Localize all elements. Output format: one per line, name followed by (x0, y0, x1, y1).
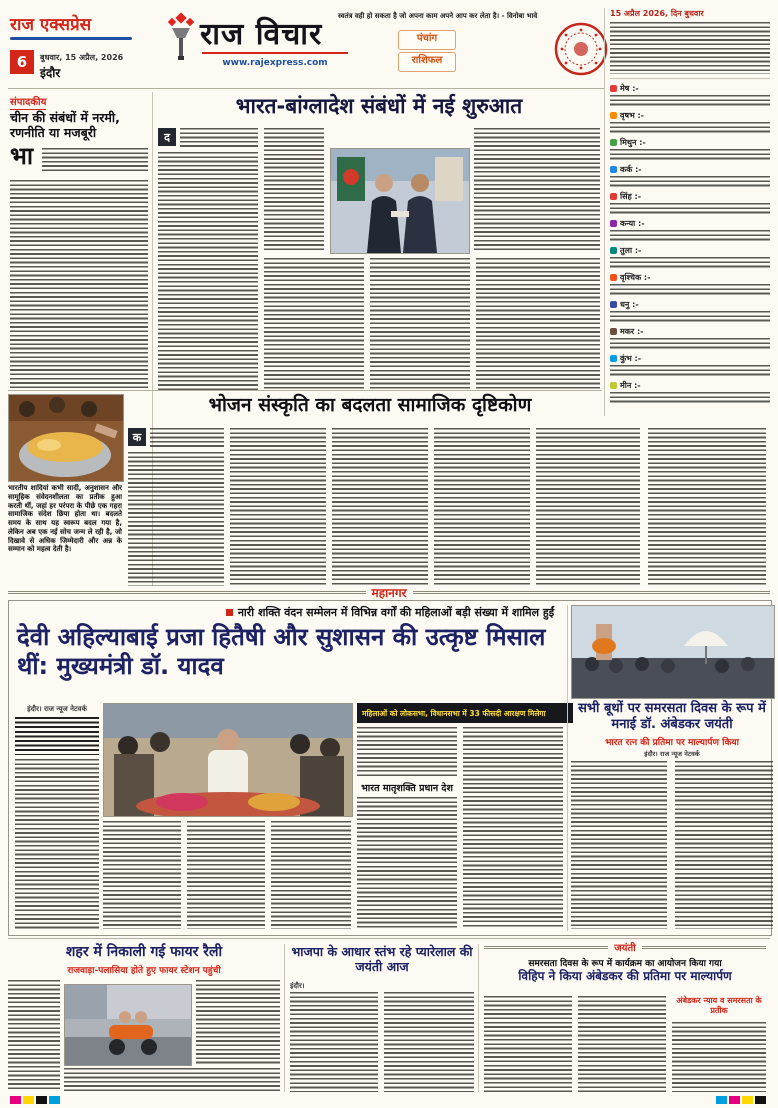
zodiac-sign-icon (610, 355, 617, 362)
brand-name: राज एक्सप्रेस (10, 15, 92, 35)
city-label: इंदौर (40, 66, 61, 80)
section-rule (8, 390, 602, 391)
vhp-body-text (484, 996, 572, 1092)
ambedkar-jayanti-photo (571, 605, 775, 699)
zodiac-item (610, 353, 770, 377)
zodiac-item-header (610, 380, 770, 391)
fire-body-text (196, 980, 280, 1064)
column-rule (478, 944, 479, 1092)
header-rule (8, 88, 604, 89)
mahanagar-strap-text: नारी शक्ति वंदन सम्मेलन में विभिन्न वर्गों की महिलाओं बड़ी संख्या में शामिल हुईं (237, 606, 555, 619)
editorial-body-text (42, 148, 148, 174)
jayanti-banner (484, 940, 766, 954)
mahanagar-crosshead: भारत मातृशक्ति प्रधान देश (361, 783, 453, 794)
booths-body-text (571, 761, 667, 929)
bullet-icon (226, 609, 233, 616)
lead-body-text (264, 258, 364, 390)
editorial-dropcap: भा (10, 142, 34, 170)
lead-dropcap: द (158, 128, 176, 146)
food-body-text (536, 428, 640, 586)
pyarelal-body-text (290, 992, 378, 1092)
pyarelal-byline: इंदौर। (290, 982, 305, 990)
zodiac-sign-icon (610, 382, 617, 389)
zodiac-item-header (610, 137, 770, 148)
lead-body-text (476, 258, 600, 390)
food-dropcap: क (128, 428, 146, 446)
food-highlight-text: भारतीय शादियां कभी सादी, अनुशासन और सामूहिक संवेदनशीलता का प्रतीक हुआ करती थीं, जहां हर परंपरा के पीछे एक गहरा सामाजिक संदेश छिपा होता था। बदलते समय के साथ यह स्वरूप बदल गया है, लेकिन अब एक नई सोच जन्म ले रही है, जो दिखावे से अधिक जिम्मेदारी और अन्न के सम्मान को महत्व देती है। (8, 484, 122, 554)
zodiac-item (610, 245, 770, 269)
torch-logo-icon (166, 6, 196, 64)
zodiac-item (610, 218, 770, 242)
mahanagar-body-text (463, 727, 563, 929)
mahanagar-body-text (15, 759, 99, 929)
zodiac-forecast-text (610, 365, 770, 377)
pyarelal-headline: भाजपा के आधार स्तंभ रहे प्यारेलाल की जयंती आज (291, 944, 473, 974)
zodiac-sign-name: कर्क :- (620, 165, 642, 174)
food-body-text (230, 428, 326, 586)
food-body-text (128, 452, 224, 586)
fire-subhead: राजवाड़ा-पलासिया होते हुए फायर स्टेशन पहुंची (67, 966, 221, 976)
vhp-crosshead: अंबेडकर न्याय व समरसता के प्रतीक (676, 996, 762, 1015)
zodiac-item (610, 83, 770, 107)
zodiac-item (610, 326, 770, 350)
rashifal-tag: राशिफल (398, 52, 456, 72)
zodiac-forecast-text (610, 392, 770, 404)
fire-body-text (8, 980, 60, 1092)
lead-body-text (370, 258, 470, 390)
zodiac-sign-icon (610, 85, 617, 92)
mahanagar-body-text (103, 821, 181, 929)
vhp-strap: समरसता दिवस के रूप में कार्यक्रम का आयोजन किया गया (528, 959, 722, 969)
editorial-body-text (10, 180, 148, 388)
mahanagar-body-text (357, 727, 457, 777)
fire-body-text (64, 1068, 280, 1092)
mahanagar-banner (8, 584, 770, 601)
pyarelal-body-text (384, 992, 474, 1092)
cmyk-registration-marks (716, 1096, 766, 1104)
banner-line (484, 946, 608, 949)
zodiac-forecast-text (610, 338, 770, 350)
date-line: बुधवार, 15 अप्रैल, 2026 (40, 53, 124, 62)
zodiac-forecast-text (610, 176, 770, 188)
lead-headline: भारत-बांग्लादेश संबंधों में नई शुरुआत (235, 94, 523, 118)
banner-line (642, 946, 766, 949)
mahanagar-body-text (357, 797, 457, 929)
fire-rally-photo (64, 984, 192, 1066)
zodiac-item-header (610, 353, 770, 364)
food-body-text (648, 428, 766, 586)
booths-subhead: भारत रत्न की प्रतिमा पर माल्यार्पण किया (605, 738, 739, 748)
masthead-quote: स्वतंत्र वही हो सकता है जो अपना काम अपने आप कर लेता है। - विनोबा भावे (338, 12, 538, 20)
zodiac-item (610, 137, 770, 161)
zodiac-item-header (610, 218, 770, 229)
zodiac-item (610, 164, 770, 188)
sidebar-divider (610, 78, 770, 79)
food-serving-photo (8, 394, 124, 482)
zodiac-item-header (610, 83, 770, 94)
zodiac-sign-icon (610, 193, 617, 200)
cm-event-photo (103, 703, 353, 817)
bottom-rule (8, 938, 770, 939)
zodiac-item (610, 191, 770, 215)
edition-title: राज विचार (200, 17, 323, 52)
zodiac-sign-name: मकर :- (620, 327, 644, 336)
booths-body-text (675, 761, 773, 929)
zodiac-sign-icon (610, 328, 617, 335)
zodiac-forecast-text (610, 203, 770, 215)
zodiac-item-header (610, 245, 770, 256)
food-headline: भोजन संस्कृति का बदलता सामाजिक दृष्टिकोण (208, 394, 532, 416)
website-link: www.rajexpress.com (222, 58, 328, 68)
editorial-label: संपादकीय (10, 94, 46, 110)
food-body-text (434, 428, 530, 586)
zodiac-forecast-text (610, 257, 770, 269)
mahanagar-body-text (187, 821, 265, 929)
zodiac-sign-name: मेष :- (620, 84, 639, 93)
zodiac-forecast-text (610, 149, 770, 161)
food-body-text (150, 428, 224, 448)
food-body-text (332, 428, 428, 586)
panchang-rashifal-sidebar (610, 8, 770, 416)
panchang-details-text (610, 22, 770, 74)
zodiac-item-header (610, 272, 770, 283)
zodiac-sign-name: धनु :- (620, 300, 639, 309)
zodiac-forecast-text (610, 284, 770, 296)
page-number-badge: 6 (10, 50, 34, 74)
zodiac-sign-name: तुला :- (620, 246, 642, 255)
zodiac-sign-icon (610, 301, 617, 308)
cmyk-registration-marks (10, 1096, 60, 1104)
brand-logo (10, 12, 144, 40)
zodiac-sign-icon (610, 166, 617, 173)
vhp-headline: विहिप ने किया अंबेडकर की प्रतिमा पर माल्यार्पण (518, 969, 732, 983)
zodiac-item-header (610, 326, 770, 337)
booths-headline: सभी बूथों पर समरसता दिवस के रूप में मनाई डॉ. अंबेडकर जयंती (578, 701, 766, 732)
fire-headline: शहर में निकाली गई फायर रैली (65, 944, 223, 960)
banner-line (8, 591, 366, 594)
cm-photo-caption: महिलाओं को लोकसभा, विधानसभा में 33 फीसदी आरक्षण मिलेगा (357, 703, 573, 723)
zodiac-forecast-text (610, 95, 770, 107)
zodiac-sign-icon (610, 247, 617, 254)
mahanagar-lead-text (15, 717, 99, 755)
column-rule (567, 605, 568, 931)
zodiac-sign-icon (610, 112, 617, 119)
zodiac-item (610, 299, 770, 323)
seal-stamp-icon (554, 22, 608, 76)
mahanagar-byline: इंदौर। राज न्यूज नेटवर्क (27, 705, 87, 713)
jayanti-label: जयंती (614, 943, 636, 954)
zodiac-sign-icon (610, 220, 617, 227)
zodiac-sign-icon (610, 139, 617, 146)
mahanagar-headline: देवी अहिल्याबाई प्रजा हितैषी और सुशासन की उत्कृष्ट मिसाल थीं: मुख्यमंत्री डॉ. यादव (17, 623, 546, 680)
zodiac-sign-name: वृश्चिक :- (620, 273, 651, 282)
zodiac-sign-name: वृषभ :- (620, 111, 645, 120)
mahanagar-label: महानगर (371, 586, 407, 600)
zodiac-forecast-text (610, 122, 770, 134)
zodiac-item (610, 380, 770, 404)
zodiac-sign-name: मिथुन :- (620, 138, 646, 147)
mahanagar-box (8, 600, 772, 936)
panchang-tag: पंचांग (398, 30, 456, 50)
zodiac-item-header (610, 191, 770, 202)
zodiac-list (610, 83, 770, 404)
lead-photo-ministers-meeting (330, 148, 470, 254)
lead-body-text (158, 152, 258, 390)
zodiac-sign-name: कुंभ :- (620, 354, 642, 363)
lead-body-text (180, 128, 258, 148)
zodiac-item (610, 272, 770, 296)
brand-swoosh (10, 37, 132, 40)
zodiac-sign-name: मीन :- (620, 381, 641, 390)
zodiac-sign-name: सिंह :- (620, 192, 642, 201)
zodiac-forecast-text (610, 230, 770, 242)
zodiac-item (610, 110, 770, 134)
mahanagar-body-text (271, 821, 351, 929)
zodiac-sign-name: कन्या :- (620, 219, 645, 228)
zodiac-item-header (610, 164, 770, 175)
vhp-body-text (672, 1022, 766, 1092)
title-underline (202, 52, 348, 54)
sidebar-rule (604, 8, 605, 416)
zodiac-sign-icon (610, 274, 617, 281)
lead-body-text (264, 128, 324, 250)
booths-byline: इंदौर। राज न्यूज नेटवर्क (644, 750, 700, 758)
panchang-date-heading: 15 अप्रैल 2026, दिन बुधवार (610, 9, 704, 18)
vhp-body-text (578, 996, 666, 1092)
editorial-headline: चीन की संबंधों में नरमी, रणनीति या मजबूरी (10, 110, 120, 140)
zodiac-forecast-text (610, 311, 770, 323)
column-rule (284, 944, 285, 1092)
zodiac-item-header (610, 299, 770, 310)
banner-line (413, 591, 771, 594)
zodiac-item-header (610, 110, 770, 121)
lead-body-text (474, 128, 600, 250)
